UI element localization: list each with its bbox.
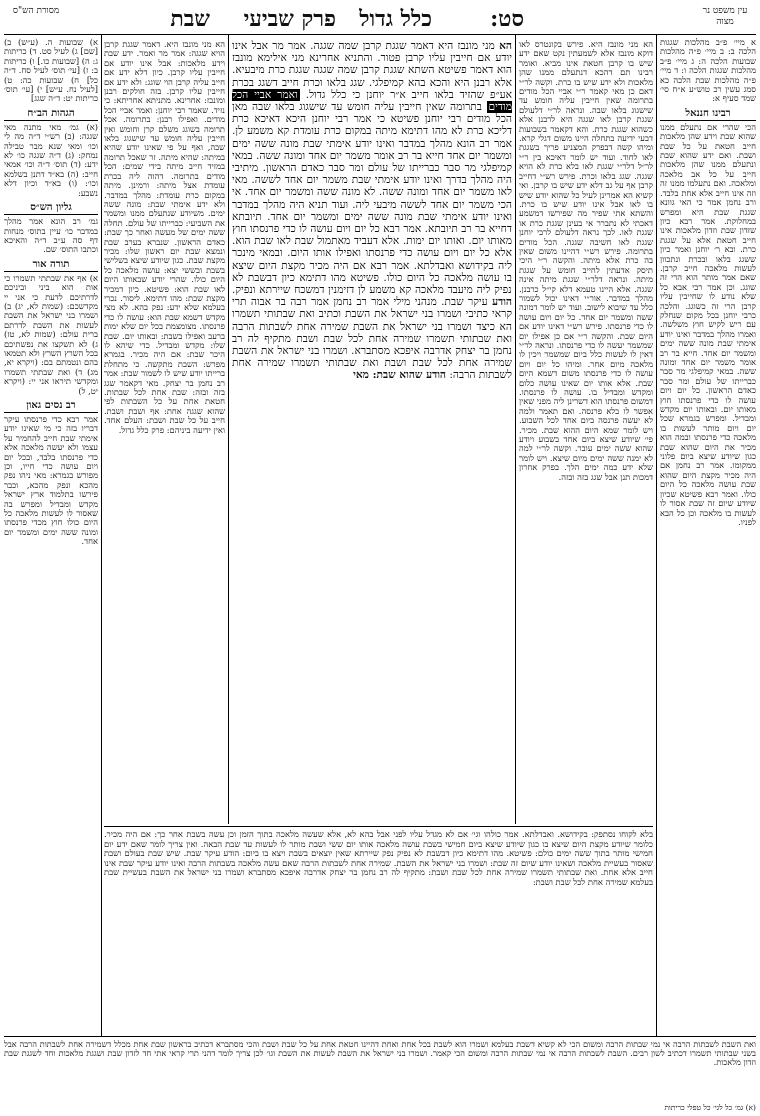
- footer-text: ואת השבת לשבתות הרבה אי נמי שבתות הרבה ומשום הכי לא קשיא דשבת בעלמא ושמרו הוא לשבת בכל אחת ואחת דהיינו חטאת אחת על כל שבת ושבת והכי מסתברא דכתיב בראשון שבת אחת מכלל דשמירה אחת לשבתות הרבה אבל בשני שבתותי תשמרו דכתיב לשון רבים. השבת לשבתות הרבה אי נמי שבתות הרבה ומשום הכי קאמר. ושמרו בני ישראל את השבת לעשות את השבת וגו׳ לכן צריך לומר דהני תרי קראי אתי חד לזדון שבת ושגגת מלאכות וחד לשגגת שבת וזדון מלאכות.: [4, 1040, 756, 1068]
- lower-commentary-text: בלא לקוחו נסתפק: בקידושא. ואבדלתא. אמר כולהו וגי׳ אם לא מגדל עליו לפני אבל בהא לא, אלא שעשה מלאכה בתוך הזמן וכן עשה בשבת אחר כך: אם היה מכיר. כלומר שיודע מקצת היום שיצא בו כגון שיודע שיצא ביום חמישי בשבת עושה מלאכה אותו יום ששי ושבת מותר לו לעשות עד שבת הבאה. ואין צריך לומר שאם ידע יום חמישי מותר בתוך ששה ימים כולם: פשיטא. מהו דתימא כיון דבשבת לא נפיק נפק שיירתא שאין יוצאים בשבת ויצא בו ביום: הודע עיקר שבת. שיש שבת בעולם ושבת שאסור בעשיית מלאכה ושאינו יודע שיום זה שבת: ושמרו בני ישראל את השבת. שמירה אחת לשבתות הרבה שאם עשה מלאכה בשבתות הרבה ואינו יודע עיקר שבת אינו חייב אלא אחת. ואת שבתותי תשמרו שמירה אחת לכל שבת ושבת: מתקיף לה רב נחמן בר יצחק אדרבה איפכא מסתברא ושמרו בני ישראל את השבת בעשיית שבת בעלמא שמירה אחת לכל שבת ושבת:: [104, 830, 653, 887]
- ein-mishpat-text: א מיי׳ פ״ב מהלכות שגגות הלכה ב: ב מיי׳ פ״ה מהלכות שבועות הלכה ה: ג מיי׳ פ״ב מהלכות שגגות הלכה ו: ד מיי׳ פ״ה מהלכות שבת הלכה כא סמג עשין רכ טוש״ע א״ח סי׳ שמד סעיף א:: [660, 38, 756, 104]
- perek-title: פרק שביעי: [243, 6, 336, 32]
- gemara-segment-1: מני מונבז היא דאמר שגגת קרבן שמה שגגה. אמר מר אבל אינו יודע אם חייבין עליו קרבן פטור. והתניא: [232, 40, 512, 65]
- gemara-dibbur-hamatchil-2: הודע: [492, 296, 512, 309]
- page-number: סט:: [490, 6, 524, 32]
- footer-commentary: [4, 1040, 756, 1102]
- ein-mishpat-label: עין משפט נר מצוה: [702, 6, 748, 27]
- rashi-text: הא מני מונבז היא. דאמר שגגת קרבן הויא שגגה: אמר מר ואמר. ידע שבת וידע מלאכות: אבל אינו יודע אם חייבין עליו קרבן. כיון דלא ידע אם חייב עליה קרבן הוי שוגג: ולא ידע אם חייבין עליו קרבן. בזה חולקים רבנן ומונבז: אחרינא. מתניתא אחריתא: כי נזיד. שאמר רבי יוחנן: ואמר אביי הכל מודים. ואפילו רבנן: בתרומה. אכל תרומה בשוגג משלם קרן וחומש ואין חייבין עליה חומש עד שישגוג בלאו שבה, ואף על פי שאינו יודע שהיא במיתה: שהיא מיתה. זר שאכל תרומה במזיד חייב מיתה בידי שמים: הכל מודים בתרומה. דהוה ליה בכרת עומדת אצל מיתה: ורמינן. מיתה במקום כרת עומדת: מהלך במדבר. ולא ידע אימתי שבת: מונה ששה ימים. משיודע שנתעלם ממנו ומשמר את השביעי: כברייתו של עולם. תחלה ששה ימים של מעשה ואחר כך שבת: כאדם הראשון. שנברא בערב שבת ונמצא שבת יום ראשון שלו: מכיר מקצת שבת. כגון שיודע שיצא בשלישי בשבת ובששי יצא: עושה מלאכה כל היום כולו. שהרי יודע שבאותו היום לאו שבת הוא: פשיטא. כיון דמכיר מקצת שבת: מהו דתימא. ליסור. נכרי בעלמא שלא ידע: נפק בהא. לא מצי מקדש דשמא שבת הוא: עושה לו כדי פרנסתו. מצומצמת בכל יום שלא ימות ברעב ואפילו בשבת: ובאותו יום. שבת שלו: מקדש ומבדיל. כדי שיהא לו היכר שבת: אם היה מכיר. בגמרא מפרש: השבת מתקשה. כי מתחלת ברייתו יודע שיש לו לשמור שבת: אמר רב נחמן בר יצחק. מאי דקאמר שגג בזה ובזה: שבת אחת לכל שבתות. חטאת אחת על כל השבתות לפי שהוא שגגה אחת: אף ושבת ושבת. חייב על כל שבת ושבת: העלם אחד. ואין ידיעה ביניהם: פרק כלל גדול.: [104, 40, 225, 435]
- tosafot-text: הא מני מונבז היא. פירש בקונטרס לאו דוקא מונבז אלא לשמעתין נקט שאם ידע שיש בו קרבן חטאת אינו מביא. ואומר רבינו תם דהכא דנתעלם ממנו שהן מלאכות ולא ידע שיש בו כרת. וקשה לר״י דאם כן מאי קאמר ר״י אביי הכל מודים בתרומה שאין חייבין עליה חומש עד שישגוג בלאו שבה. ונראה לר״י דלעולם שגגת קרבן לאו שגגה היא לרבנן אלא כשהוא שגגת כרת. והא דקאמר בשבועות דבעי ידיעה בתחלה היינו משום דגלי קרא. ומיהו קשה דבפרק המצניע פריך בשגגת לאו לחוד. ועוד יש לומר דאיכא בין ר״י לר״ל דלר״י שגגת לאו בלא כרת לא הויא שגגה. שגג בלאו וכרת. פירש רש״י דחייב קרבן אף על גב דלא ידע שיש בו קרבן. ואי קשיא הא אמרינן לעיל כל שהוא יודע שיש בו לאו אבל אינו יודע שיש בו כרת. והשתא אתי שפיר מה שפירשו דמשמע דאכתי לא נתברר אי בעינן שגגת כרת או שגגת לאו. לכך נראה דלעולם לרבי יוחנן שגגת לאו חשיבה שגגה. הכל מודים בתרומה. פירש רש״י דהיינו משום שאין בה כרת אלא מיתה. והקשה ר״י היכי תיסק אדעתין לחייב חומש על שגגת מיתה. ונראה דלר״י שגגת מיתה אינה שגגה. אלא היינו טעמא דלא קי״ל כרבנן. מהלך במדבר. אור״י דאינו יכול לשמור כלל עד שיבוא לישוב. ועוד יש לומר דמונה ששה ומשמר יום אחד. כל יום ויום עושה לו כדי פרנסתו. פירש רש״י דאינו יודע אם היום שבת. והקשה ר״י אם כן אפילו יום שמשמר יעשה לו כדי פרנסתו. ונראה לר״י דאין לו לעשות כלל ביום שמשמר ויכין לו מלאכה מיום אחר. ומיהו כל יום ויום עושה לו כדי פרנסתו משום דשמא היום שבת. אלא אותו יום שאינו עושה כלום ומקדש ומבדיל בו. עושה לו פרנסתו. דמשום פרנסתו הוא דשרינן ליה מפני שאין אפשר לו בלא פרנסה. ואם תאמר ולמה לא יעשה פרנסה ביום אחד לכל השבוע. ויש לומר שמא היום ההוא שבת. מכיר. פי׳ שיודע שיצא ביום אחד בשבוע ויודע שהוא ששה ימים עובר. וקשה לר״י למה לא ימנה ששה ימים מיום שיצא. ויש לומר שלא ידע כמה ימים הלך. בפרק אחרון דמכות תנן אבל שגג בזה ובזה.: [519, 40, 653, 482]
- divider-rashi: [515, 34, 516, 824]
- gemara-column: [232, 40, 512, 822]
- masoret-hashas-text: א) שבועות ה. (ע״ש) ב) [שם] ג) לעיל סט. ד) כריתות ג: ה) [שבועות כו.] ו) כריתות ב: ז) [עי׳ תוס׳ לעיל סח. ד״ה כל] ח) שבועות כה: ט) [לעיל נח. ע״ש] י) [עי׳ תוס׳ כריתות יט: ד״ה שגג]: [4, 38, 98, 104]
- rabbeinu-nissim-heading: רב נסים גאון: [4, 399, 98, 413]
- hagahot-heading: הגהות הב״ח: [4, 107, 98, 121]
- gilyon-heading: גליון הש״ס: [4, 201, 98, 215]
- footer-note-text: (א) גמ׳ כל לגי׳ כל טפלי כריתות: [664, 1103, 756, 1112]
- gemara-segment-end: הודע שהוא שבת: מאי: [353, 369, 446, 382]
- gemara-segment-3d: כי כלל גדול.: [299, 88, 361, 101]
- tosafot-column: [519, 40, 653, 822]
- gemara-segment-2: אחרינא מני אילימא מונבז הוא דאמר פשיטא השתא שגגת קרבן שמה שגגה שגגת כרת מיבעיא. אלא רבנן היא והכא בהא קמיפלגי.: [232, 52, 512, 89]
- footer-note: [4, 1103, 756, 1114]
- gemara-dibbur-hamatchil: הא: [499, 40, 512, 52]
- gemara-segment-6: כל יום ויום עושה לו כדי פרנסתו חוץ מאותו יום. ואותו יום ימות. אלא דעביד מאתמול שבת לאו שבת הוא. אלא כל יום ויום עושה כדי פרנסתו ואפילו אותו היום. ובמאי מינכר ליה בקידושא ואבדלתא. אמר רבא אם היה מכיר מקצת היום שיצא בו עושה מלאכה כל היום כולו. פשיטא מהו דתימא כיון דבשבת לא נפיק: [232, 223, 512, 297]
- header-rule: [4, 34, 756, 35]
- right-sidebar: [660, 38, 756, 1034]
- gemara-segment-3c: א״ר יוחנן: [360, 88, 406, 101]
- footer-rule: [4, 1036, 756, 1037]
- chapter-title: כלל גדול: [359, 6, 432, 32]
- rabbeinu-nissim-text: אמר רבא כדי פרנסתו עיקר דבריו בזה כי מי שאינו יודע אימתי שבת חייב להחמיר על עצמו ולא יעשה מלאכה אלא כדי פרנסתו בלבד, ובכל יום ויום עושה כדי חייו, וכן מפורש בגמרא: מאי ניהו נפק מהכא ונפק מהכא, וכבר פירשו בתלמוד ארץ ישראל מקדש ומבדיל ומפרש בה שאסור לו לעשות מלאכה כל היום כולו חוץ מכדי פרנסתו ומונה ששה ימים ומשמר יום אחד.: [4, 414, 98, 547]
- gemara-segment-3b: דשגג בכרת אע״פ שהזיד בלאו חייב: [232, 76, 512, 101]
- rabbeinu-chananel-text: הכי שהרי אם נתעלם ממנו שהוא שבת וידע שהן מלאכות חייב חטאת על כל שבת ושבת. ואם ידע שהוא שבת ונתעלם ממנו שהן מלאכות חייב על כל אב מלאכה ומלאכה. ואם נתעלמו ממנו זה וזה אינו חייב אלא אחת בלבד. ורב נחמן אמר כי האי גוונא שגגת שבת היא ומפרש במחלוקת. אמר רבא כיון שזדון שבת וזדון מלאכות אינו חייב חטאת אלא על שגגת כרת. ובא ר׳ יוחנן ואמר כיון ששגג בלאו ובכרת ונתכוון לעשות מלאכה חייב קרבן. שאם אמר מותר הוא הרי זה שוגג. וכן אמר רבי אבא כל שלא נודע לו שחייבין עליו קרבן הרי זה כשוגג. והלכה כרבי יוחנן בכל מקום שנחלק עם ריש לקיש חוץ משלשה. ואמרו מהלך במדבר ואינו יודע אימתי שבת מונה ששה ימים ומשמר יום אחד. חייא בר רב אומר משמר יום אחד ומונה ששה. במאי קמיפלגי מר סבר כברייתו של עולם ומר סבר כאדם הראשון. כל יום ויום עושה לו כדי פרנסתו חוץ מאותו יום. ובאותו יום מקדש ומבדיל. ומפרש בגמרא שכל יום ויום מותר לעשות בו מלאכה כדי פרנסתו ובמה הוא מכיר את היום שהוא שבת כגון שיודע שיצא ביום פלוני ממקומו. אמר רב נחמן אם היה מכיר מקצת היום שהוא שבת עושה מלאכה כל היום כולו. ואמר רבא פשיטא שכיון שיודע שיום זה שבת אסור לו לעשות בו מלאכה וכן כל הבא לפניו.: [660, 121, 756, 527]
- commentary-rule: [104, 826, 653, 827]
- gemara-segment-4: בתרומה שאין חייבין עליה חומש עד שישגוג בלאו שבה מאן הכל מודים רבי יוחנן פשיטא כי אמר רבי יוחנן היכא דאיכא כרת דליכא כרת לא מהו דתימא מיתה במקום כרת עומדת קא משמע לן. אמר רב הונא: [232, 101, 512, 150]
- divider-right-sidebar: [656, 34, 657, 1036]
- masoret-hashas-label: מסורת הש"ס: [12, 6, 60, 16]
- rabbeinu-chananel-heading: רבינו חננאל: [660, 107, 756, 121]
- torah-or-text: א) אף את שבתתי תשמרו כי אות הוא ביני וביניכם לדרתיכם לדעת כי אני יי מקדשכם: (שמות לא, יג) ב) ושמרו בני ישראל את השבת לעשות את השבת לדרתם ברית עולם: (שמות לא, טז) ג) לא תשקצו את נפשתיכם בכל השרץ השרץ ולא תטמאו בהם ונטמתם בם: (ויקרא יא, מג) ד) ואת שבתתי תשמרו ומקדשי תיראו אני יי: (ויקרא יט, ל): [4, 272, 98, 396]
- tractate-title: שבת: [170, 6, 210, 32]
- left-sidebar: [4, 38, 98, 1034]
- rashi-column: [104, 40, 225, 822]
- page-header: [4, 4, 756, 34]
- torah-or-heading: תורה אור: [4, 258, 98, 272]
- gilyon-text: גמ׳ רב הונא אמר מהלך במדבר כו׳ עיין בתוס׳ מנחות דף סה ע״ב ד״ה והאיכא וכתבו התוס׳ שם.: [4, 216, 98, 255]
- hagahot-text: (א) גמ׳ מאי מתנה מאי שגגה: (ב) רש״י ד״ה מה לי וכו׳ ומאי שנא מבר טבילה נמחק: (ג) ד״ה שגגה כו׳ לא ידע: (ד) תוס׳ ד״ה וכו׳ אמאי חייב: (ה) בא״ד דתנן בשלמא וכו׳: (ו) בא״ד וכיון דלא נשבע:: [4, 121, 98, 198]
- divider-tosafot: [228, 34, 229, 824]
- gemara-segment-7: ליה מיעבד מלאכה קא משמע לן דזימנין דמשכח שיירתא ונפיק.: [232, 284, 491, 297]
- gemara-highlighted-phrase: ואמר אביי הכל מודים: [232, 88, 512, 114]
- lower-commentary: [104, 830, 653, 1026]
- divider-left-sidebar: [101, 34, 102, 1036]
- gemara-segment-5: מהלך במדבר ואינו יודע אימתי שבת מונה ששה ימים ומשמר יום אחד חייא בר רב אומר משמר יום אחד ומונה ששה. במאי קמיפלגי מר סבר כברייתו של עולם ומר סבר כאדם הראשון. מיתיבי היה מהלך בדרך ואינו יודע אימתי שבת משמר יום אחד לששה. מאי לאו משמר יום אחד ומונה ששה. לא מונה ששה ומשמר יום אחד. אי הכי משמר יום אחד לששה מיבעי ליה. ועוד תניא היה מהלך במדבר ואינו יודע אימתי שבת מונה ששה ימים ומשמר יום אחד. תיובתא דחייא בר רב תיובתא. אמר רבא: [232, 137, 512, 236]
- gemara-segment-8: עיקר שבת. מנהני מילי אמר רב נחמן אמר רבה בר אבוה תרי קראי כתיבי ושמרו בני ישראל את השבת וכתיב ואת שבתותי תשמרו הא כיצד ושמרו בני ישראל את השבת שמירה אחת לשבתות הרבה ואת שבתותי תשמרו שמירה אחת לכל שבת ושבת מתקיף לה רב נחמן בר יצחק אדרבה איפכא מסתברא. ושמרו בני ישראל את השבת שמירה אחת לכל שבת ושבת ואת שבתותי תשמרו שמירה אחת לשבתות הרבה:: [232, 296, 512, 382]
- gemara-segment-3a: שגג בלאו וכרת חייב: [277, 76, 365, 89]
